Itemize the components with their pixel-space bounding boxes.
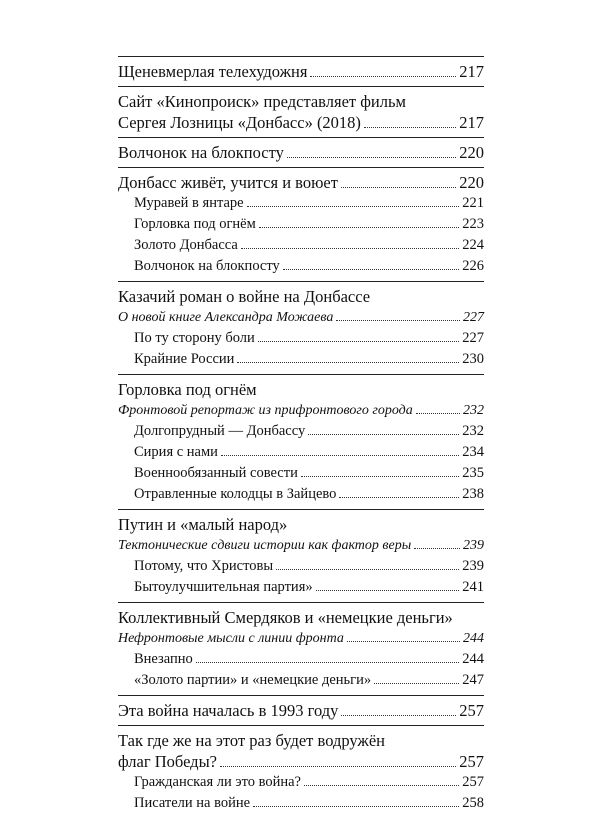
toc-entry (118, 142, 484, 163)
page-number: 232 (463, 403, 484, 418)
dot-leader (259, 226, 459, 228)
entry-title: Донбасс живёт, учится и воюет (118, 173, 338, 192)
entry-title: Потому, что Христовы (134, 558, 274, 574)
page-number: 217 (459, 113, 484, 132)
dot-leader (276, 568, 459, 570)
entry-title: Коллективный Смердяков и «немецкие деньги» (118, 608, 453, 627)
page-number: 235 (462, 465, 484, 481)
toc-section (118, 56, 484, 82)
entry-title: Сергея Лозницы «Донбасс» (2018) (118, 113, 361, 132)
toc-subentry (118, 463, 484, 484)
table-of-contents (118, 52, 484, 814)
entry-title: Военнообязанный совести (134, 465, 298, 481)
entry-title: Фронтовой репортаж из прифронтового города (118, 403, 413, 418)
toc-subentry (118, 670, 484, 691)
dot-leader (339, 496, 459, 498)
page-number: 241 (462, 579, 484, 595)
entry-title: флаг Победы? (118, 752, 217, 771)
dot-leader (237, 361, 459, 363)
toc-subtitle (118, 628, 484, 649)
entry-title: О новой книге Александра Можаева (118, 310, 334, 325)
page-number: 232 (462, 423, 484, 439)
toc-section (118, 374, 484, 505)
entry-title: «Золото партии» и «немецкие деньги» (134, 672, 372, 688)
entry-title: Так где же на этот раз будет водружён (118, 731, 385, 750)
entry-title: По ту сторону боли (134, 330, 255, 346)
toc-entry (118, 61, 484, 82)
toc-entry (118, 91, 484, 112)
dot-leader (416, 412, 460, 414)
page-number: 221 (462, 195, 484, 211)
toc-entry (118, 514, 484, 535)
toc-subentry (118, 556, 484, 577)
toc-subentry (118, 214, 484, 235)
dot-leader (414, 547, 460, 549)
entry-title: Внезапно (134, 651, 193, 667)
entry-title: Сирия с нами (134, 444, 218, 460)
dot-leader (347, 640, 460, 642)
entry-title: Муравей в янтаре (134, 195, 244, 211)
entry-title: Волчонок на блокпосту (134, 258, 280, 274)
entry-title: Сайт «Кинопроиск» представляет фильм (118, 92, 406, 111)
toc-section (118, 86, 484, 133)
dot-leader (310, 75, 456, 77)
toc-subentry (118, 484, 484, 505)
toc-entry (118, 700, 484, 721)
toc-subentry (118, 772, 484, 793)
entry-title: Тектонические сдвиги истории как фактор веры (118, 538, 412, 553)
entry-title: Эта война началась в 1993 году (118, 701, 339, 720)
toc-subentry (118, 349, 484, 370)
toc-section (118, 695, 484, 721)
toc-subentry (118, 421, 484, 442)
toc-section (118, 281, 484, 370)
page-number: 227 (463, 310, 484, 325)
dot-leader (341, 186, 456, 188)
toc-subentry (118, 328, 484, 349)
toc-entry (118, 607, 484, 628)
page-number: 223 (462, 216, 484, 232)
page-number: 234 (462, 444, 484, 460)
dot-leader (336, 319, 460, 321)
toc-section (118, 602, 484, 691)
entry-title: Нефронтовые мысли с линии фронта (118, 631, 344, 646)
toc-subtitle (118, 535, 484, 556)
page-number: 257 (459, 752, 484, 771)
page-number: 257 (459, 701, 484, 720)
page-number: 220 (459, 173, 484, 192)
toc-subentry (118, 577, 484, 598)
toc-section (118, 509, 484, 598)
dot-leader (258, 340, 459, 342)
entry-title: Отравленные колодцы в Зайцево (134, 486, 337, 502)
dot-leader (253, 805, 459, 807)
toc-entry (118, 286, 484, 307)
page-number: 217 (459, 62, 484, 81)
page-number: 244 (463, 631, 484, 646)
entry-title: Щеневмерлая телехудожня (118, 62, 308, 81)
toc-subentry (118, 442, 484, 463)
page-number: 227 (462, 330, 484, 346)
page-number: 230 (462, 351, 484, 367)
page-number: 226 (462, 258, 484, 274)
page-number: 239 (463, 538, 484, 553)
page-number: 220 (459, 143, 484, 162)
toc-subentry (118, 793, 484, 814)
page-number: 244 (462, 651, 484, 667)
toc-entry (118, 379, 484, 400)
dot-leader (316, 589, 460, 591)
dot-leader (247, 205, 460, 207)
dot-leader (220, 765, 456, 767)
entry-title: Казачий роман о войне на Донбассе (118, 287, 371, 306)
dot-leader (241, 247, 459, 249)
toc-entry (118, 730, 484, 751)
toc-subentry (118, 193, 484, 214)
toc-section (118, 137, 484, 163)
dot-leader (364, 126, 456, 128)
entry-title: Крайние России (134, 351, 235, 367)
dot-leader (308, 433, 459, 435)
toc-section (118, 167, 484, 277)
toc-subentry (118, 256, 484, 277)
entry-title: Путин и «малый народ» (118, 515, 288, 534)
page-number: 238 (462, 486, 484, 502)
toc-entry (118, 172, 484, 193)
toc-entry (118, 112, 484, 133)
entry-title: Писатели на войне (134, 795, 251, 811)
dot-leader (283, 268, 459, 270)
entry-title: Бытоулучшительная партия» (134, 579, 313, 595)
dot-leader (374, 682, 459, 684)
page-number: 224 (462, 237, 484, 253)
dot-leader (221, 454, 459, 456)
entry-title: Долгопрудный — Донбассу (134, 423, 306, 439)
toc-entry (118, 751, 484, 772)
entry-title: Горловка под огнём (134, 216, 256, 232)
dot-leader (341, 714, 456, 716)
entry-title: Гражданская ли это война? (134, 774, 301, 790)
page-number: 257 (462, 774, 484, 790)
page-number: 239 (462, 558, 484, 574)
page-number: 247 (462, 672, 484, 688)
dot-leader (301, 475, 459, 477)
toc-section (118, 725, 484, 814)
toc-subentry (118, 649, 484, 670)
dot-leader (287, 156, 456, 158)
entry-title: Волчонок на блокпосту (118, 143, 284, 162)
toc-subtitle (118, 400, 484, 421)
toc-subentry (118, 235, 484, 256)
page-number: 258 (462, 795, 484, 811)
entry-title: Горловка под огнём (118, 380, 257, 399)
toc-subtitle (118, 307, 484, 328)
dot-leader (196, 661, 459, 663)
entry-title: Золото Донбасса (134, 237, 238, 253)
dot-leader (304, 784, 459, 786)
